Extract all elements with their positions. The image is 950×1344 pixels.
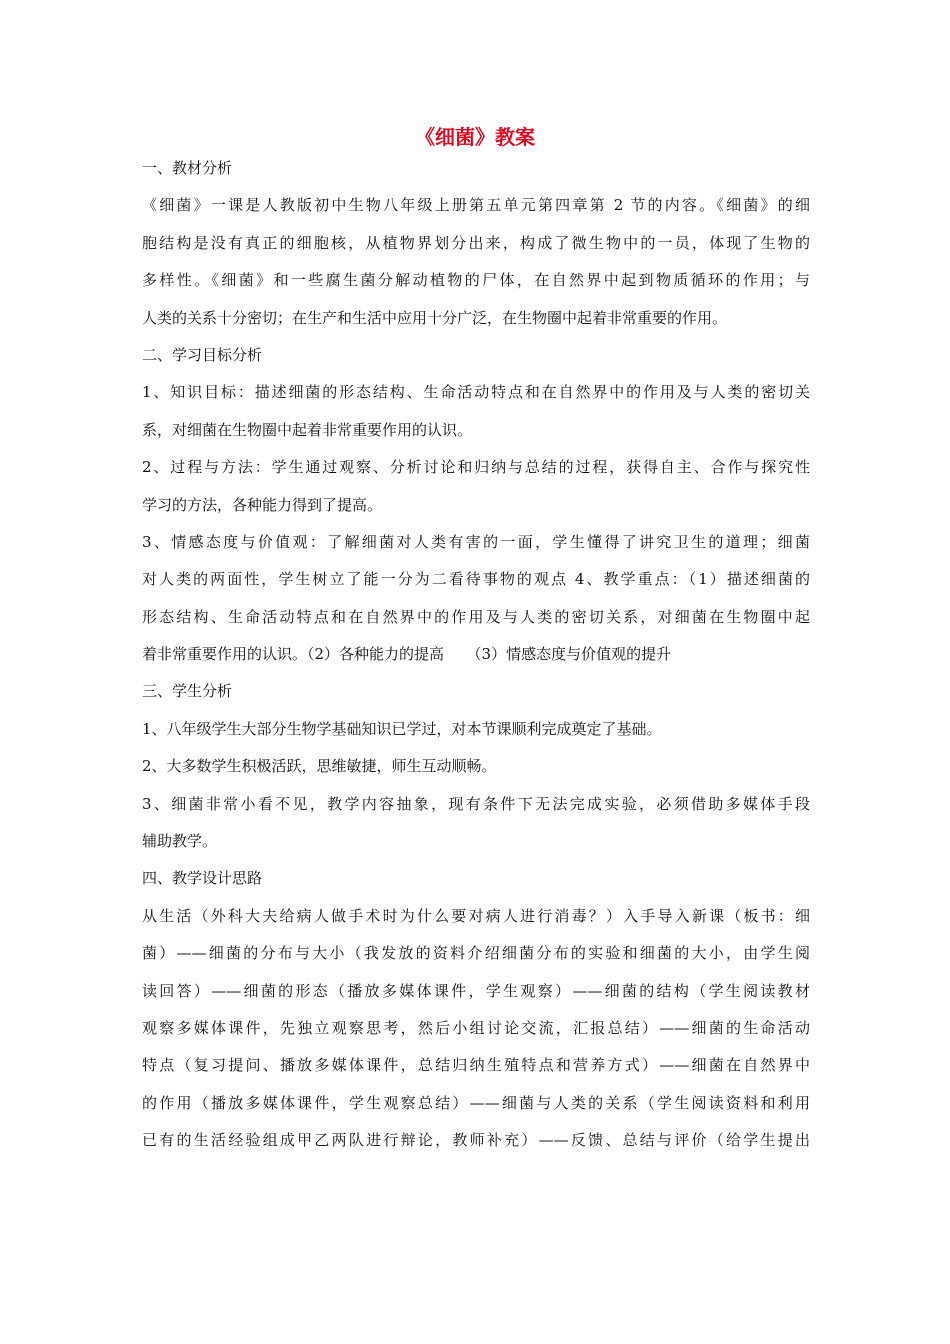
text-line: 对人类的两面性，学生树立了能一分为二看待事物的观点 4、教学重点：（1）描述细菌的 bbox=[142, 570, 810, 589]
text-line: 1、知识目标：描述细菌的形态结构、生命活动特点和在自然界中的作用及与人类的密切关 bbox=[142, 383, 810, 402]
text-line: 系，对细菌在生物圈中起着非常重要作用的认识。 bbox=[142, 420, 473, 439]
text-line: 着非常重要作用的认识。（2）各种能力的提高 （3）情感态度与价值观的提升 bbox=[142, 645, 672, 664]
text-line: 3、情感态度与价值观：了解细菌对人类有害的一面，学生懂得了讲究卫生的道理；细菌 bbox=[142, 532, 810, 551]
text-line: 人类的关系十分密切；在生产和生活中应用十分广泛，在生物圈中起着非常重要的作用。 bbox=[142, 308, 728, 327]
text-line: 多样性。《细菌》和一些腐生菌分解动植物的尸体，在自然界中起到物质循环的作用；与 bbox=[142, 271, 810, 290]
text-line: 2、大多数学生积极活跃，思维敏捷，师生互动顺畅。 bbox=[142, 757, 497, 776]
text-line: 特点（复习提问、播放多媒体课件，总结归纳生殖特点和营养方式）——细菌在自然界中 bbox=[142, 1056, 810, 1075]
text-line: 1、八年级学生大部分生物学基础知识已学过，对本节课顺利完成奠定了基础。 bbox=[142, 719, 662, 738]
document-title: 《细菌》教案 bbox=[415, 125, 535, 149]
text-line: 一、教材分析 bbox=[142, 159, 233, 177]
text-line: 读回答）——细菌的形态（播放多媒体课件，学生观察）——细菌的结构（学生阅读教材 bbox=[142, 981, 810, 1000]
text-line: 《细菌》一课是人教版初中生物八年级上册第五单元第四章第 2 节的内容。《细菌》的细 bbox=[142, 196, 810, 215]
text-line: 已有的生活经验组成甲乙两队进行辩论，教师补充）——反馈、总结与评价（给学生提出 bbox=[142, 1131, 810, 1150]
text-line: 学习的方法，各种能力得到了提高。 bbox=[142, 495, 383, 514]
text-line: 菌）——细菌的分布与大小（我发放的资料介绍细菌分布的实验和细菌的大小，由学生阅 bbox=[142, 944, 810, 963]
text-line: 二、学习目标分析 bbox=[142, 345, 263, 364]
text-line: 的作用（播放多媒体课件，学生观察总结）——细菌与人类的关系（学生阅读资料和利用 bbox=[142, 1093, 810, 1112]
text-line: 从生活（外科大夫给病人做手术时为什么要对病人进行消毒？）入手导入新课（板书：细 bbox=[142, 906, 810, 925]
text-line: 形态结构、生命活动特点和在自然界中的作用及与人类的密切关系，对细菌在生物圈中起 bbox=[142, 607, 810, 626]
text-line: 观察多媒体课件，先独立观察思考，然后小组讨论交流，汇报总结）——细菌的生命活动 bbox=[142, 1018, 810, 1037]
text-line: 辅助教学。 bbox=[142, 832, 218, 851]
text-line: 三、学生分析 bbox=[142, 682, 233, 701]
text-line: 四、教学设计思路 bbox=[142, 869, 263, 888]
text-line: 2、过程与方法：学生通过观察、分析讨论和归纳与总结的过程，获得自主、合作与探究性 bbox=[142, 458, 810, 477]
document-body bbox=[142, 150, 810, 1160]
text-line: 3、细菌非常小看不见，教学内容抽象，现有条件下无法完成实验，必须借助多媒体手段 bbox=[142, 794, 810, 813]
text-line: 胞结构是没有真正的细胞核，从植物界划分出来，构成了微生物中的一员，体现了生物的 bbox=[142, 233, 810, 252]
